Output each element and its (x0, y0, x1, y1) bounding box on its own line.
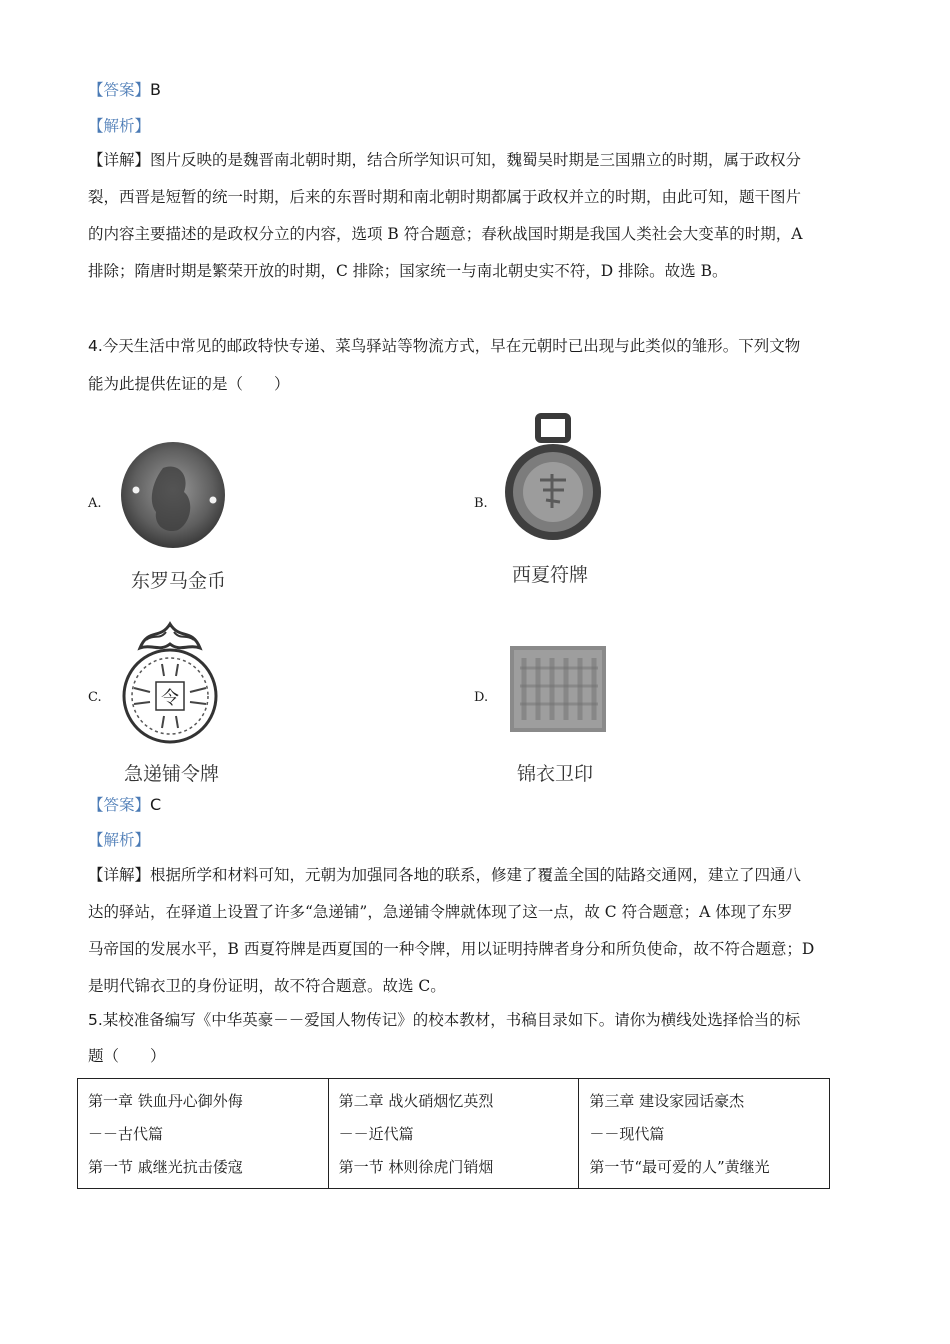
q4-detail-line-4: 是明代锦衣卫的身份证明，故不符合题意。故选 C。 (88, 977, 446, 995)
jinyiwei-seal-image (510, 646, 606, 732)
detail-label: 【详解】 (88, 866, 151, 884)
book-outline-table (77, 1078, 830, 1189)
q5-stem-line-2: 题（ ） (88, 1047, 166, 1065)
courier-token-image (110, 618, 230, 746)
q3-detail-line-3: 的内容主要描述的是政权分立的内容，选项 B 符合题意；春秋战国时期是我国人类社会大变革的时期，A (88, 225, 803, 243)
option-c-letter: C. (88, 690, 102, 705)
chapter-2-title: 第二章 战火硝烟忆英烈 (338, 1092, 494, 1110)
option-a-caption: 东罗马金币 (131, 570, 227, 592)
analysis-label: 【解析】 (88, 117, 151, 135)
chapter-1-title: 第一章 铁血丹心御外侮 (88, 1092, 243, 1110)
option-a-letter: A. (88, 496, 102, 511)
token-character: 令 (161, 688, 179, 709)
western-xia-tally-image (498, 412, 608, 542)
analysis-label: 【解析】 (88, 831, 151, 849)
q5-stem-line-1: 5.某校准备编写《中华英豪－－爱国人物传记》的校本教材，书稿目录如下。请你为横线处选择恰当的标 (88, 1011, 801, 1029)
chapter-3-subtitle: －－现代篇 (589, 1125, 665, 1143)
detail-label: 【详解】 (88, 151, 151, 169)
chapter-1-section: 第一节 戚继光抗击倭寇 (88, 1158, 243, 1176)
option-c-caption: 急递铺令牌 (124, 763, 220, 785)
chapter-3-title: 第三章 建设家园话豪杰 (589, 1092, 745, 1110)
q4-detail-line-3: 马帝国的发展水平，B 西夏符牌是西夏国的一种令牌，用以证明持牌者身分和所负使命，故不符合题意；D (88, 940, 815, 958)
chapter-1-cell (78, 1079, 329, 1189)
answer-value: B (150, 80, 161, 99)
byzantine-gold-coin-image (118, 440, 228, 550)
table-row (78, 1079, 830, 1189)
q3-detail-line-4: 排除；隋唐时期是繁荣开放的时期，C 排除；国家统一与南北朝史实不符，D 排除。故选 B。 (88, 262, 728, 280)
chapter-3-cell (579, 1079, 830, 1189)
q3-detail-line-1: 【详解】图片反映的是魏晋南北朝时期，结合所学知识可知，魏蜀吴时期是三国鼎立的时期，属于政权分 (88, 151, 802, 169)
q4-stem-line-2: 能为此提供佐证的是（ ） (88, 375, 290, 393)
option-b-letter: B. (474, 496, 488, 511)
option-d-caption: 锦衣卫印 (517, 763, 594, 785)
q4-detail-line-1: 【详解】根据所学和材料可知，元朝为加强同各地的联系，修建了覆盖全国的陆路交通网，建立了四通八 (88, 866, 802, 884)
chapter-2-cell (328, 1079, 579, 1189)
option-d-letter: D. (474, 690, 489, 705)
option-b-caption: 西夏符牌 (512, 564, 589, 586)
chapter-1-subtitle: －－古代篇 (88, 1125, 164, 1143)
q3-detail-line-2: 裂，西晋是短暂的统一时期，后来的东晋时期和南北朝时期都属于政权并立的时期，由此可知，题干图片 (88, 188, 802, 206)
answer-label: 【答案】 (88, 796, 151, 814)
q4-detail-line-2: 达的驿站，在驿道上设置了许多“急递铺”，急递铺令牌就体现了这一点，故 C 符合题意；A 体现了东罗 (88, 903, 793, 921)
chapter-2-subtitle: －－近代篇 (338, 1125, 414, 1143)
q4-stem-line-1: 4.今天生活中常见的邮政特快专递、菜鸟驿站等物流方式，早在元朝时已出现与此类似的雏形。下列文物 (88, 337, 801, 355)
answer-value: C (150, 795, 162, 814)
chapter-3-section: 第一节“最可爱的人”黄继光 (589, 1158, 770, 1176)
chapter-2-section: 第一节 林则徐虎门销烟 (338, 1158, 494, 1176)
q4-answer-line (88, 795, 161, 815)
answer-label: 【答案】 (88, 81, 151, 99)
q3-answer-line (88, 80, 161, 100)
